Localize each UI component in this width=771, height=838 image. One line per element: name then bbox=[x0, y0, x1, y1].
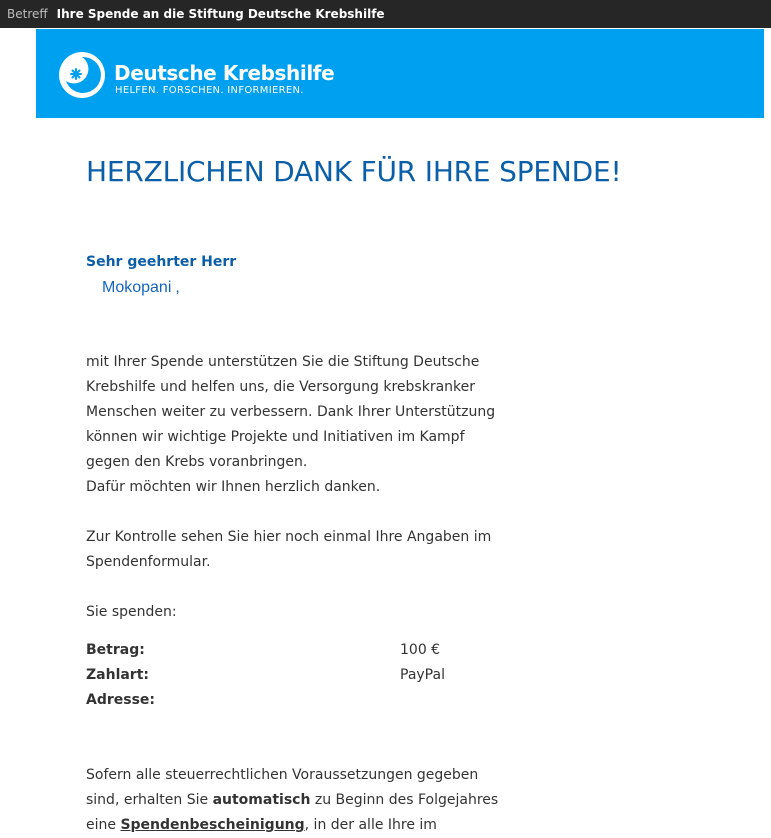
recipient-name: Mokopani bbox=[102, 279, 172, 296]
paragraph-line: können wir wichtige Projekte und Initiativen im Kampf bbox=[86, 429, 465, 445]
text-span: , in der alle Ihre im bbox=[304, 817, 437, 833]
email-header-banner bbox=[36, 29, 764, 118]
subject-bar bbox=[0, 0, 771, 28]
donation-intro: Sie spenden: bbox=[86, 604, 177, 620]
page-title: HERZLICHEN DANK FÜR IHRE SPENDE! bbox=[86, 155, 622, 188]
bold-text: automatisch bbox=[212, 792, 311, 808]
paragraph-line bbox=[86, 788, 506, 813]
text-span: eine bbox=[86, 817, 121, 833]
detail-row-payment bbox=[86, 663, 486, 688]
paragraph-line: Dafür möchten wir Ihnen herzlich danken. bbox=[86, 479, 381, 495]
detail-row-amount bbox=[86, 638, 486, 663]
detail-label: Betrag: bbox=[86, 642, 145, 658]
paragraph-line: Spendenformular. bbox=[86, 554, 211, 570]
paragraph-line: Menschen weiter zu verbessern. Dank Ihrer Unterstützung bbox=[86, 404, 496, 420]
detail-label: Adresse: bbox=[86, 692, 156, 708]
paragraph-line: Sofern alle steuerrechtlichen Voraussetzungen gegeben bbox=[86, 767, 479, 783]
paragraph-line: gegen den Krebs voranbringen. bbox=[86, 454, 308, 470]
donation-details bbox=[86, 638, 486, 713]
recipient-name-line bbox=[102, 279, 180, 297]
detail-row-address bbox=[86, 688, 486, 713]
paragraph-line: mit Ihrer Spende unterstützen Sie die Stiftung Deutsche bbox=[86, 354, 480, 370]
brand-name: Deutsche Krebshilfe bbox=[114, 61, 335, 85]
name-comma: , bbox=[175, 279, 180, 296]
text-span: zu Beginn des Folgejahres bbox=[310, 792, 499, 808]
krebshilfe-logo-icon bbox=[58, 51, 106, 99]
detail-label: Zahlart: bbox=[86, 667, 150, 683]
detail-value: PayPal bbox=[400, 667, 445, 683]
thank-you-paragraph bbox=[86, 350, 506, 500]
left-gutter bbox=[0, 28, 36, 827]
paragraph-line bbox=[86, 813, 506, 838]
brand-tagline: HELFEN. FORSCHEN. INFORMIEREN. bbox=[115, 85, 304, 96]
salutation: Sehr geehrter Herr bbox=[86, 254, 237, 270]
donation-receipt-text: Spendenbescheinigung bbox=[120, 817, 305, 833]
subject-text: Ihre Spende an die Stiftung Deutsche Krebshilfe bbox=[56, 7, 385, 21]
paragraph-line: Zur Kontrolle sehen Sie hier noch einmal Ihre Angaben im bbox=[86, 529, 492, 545]
control-paragraph bbox=[86, 525, 506, 575]
detail-value: 100 € bbox=[400, 642, 441, 658]
subject-label: Betreff bbox=[7, 7, 48, 21]
paragraph-line: Krebshilfe und helfen uns, die Versorgung krebskranker bbox=[86, 379, 476, 395]
text-span: sind, erhalten Sie bbox=[86, 792, 213, 808]
